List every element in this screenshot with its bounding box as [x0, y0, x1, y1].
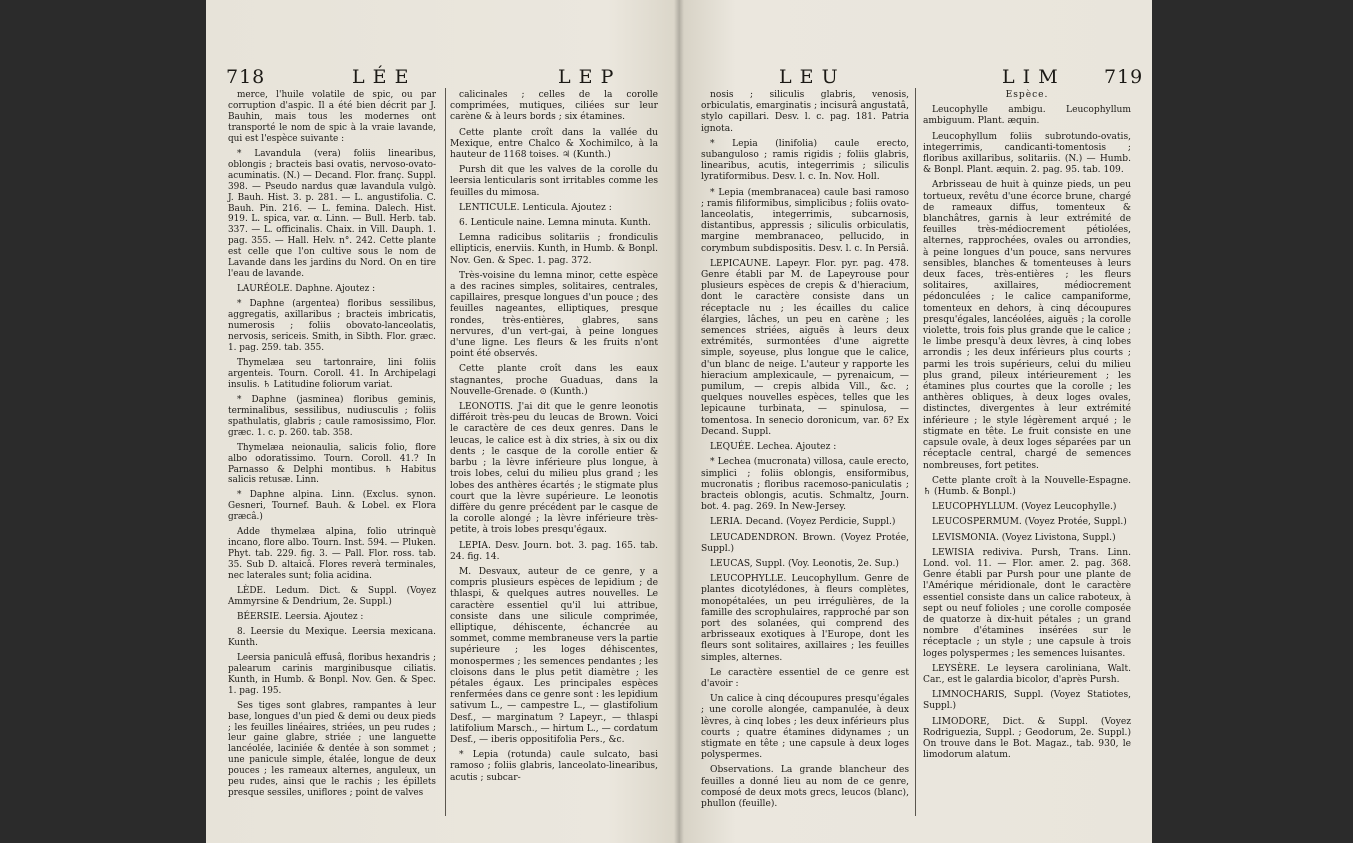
paragraph: LEUCAS, Suppl. (Voy. Leonotis, 2e. Sup.): [710, 558, 899, 569]
book-fold: [674, 0, 684, 843]
paragraph: * Lepia (rotunda) caule sulcato, basi ramoso ; foliis glabris, lanceolato-linearibus, acutis ; subcar-: [450, 750, 658, 783]
running-head-left-secondary: L E P: [558, 66, 615, 88]
paragraph: * Lepia (membranacea) caule basi ramoso ; ramis filiformibus, simplicibus ; foliis ovato-lanceolatis, integerrimis, subcarnosis, distantibus, appressis ; siliculis orbiculatis, margine membranaceo, pellucido, in corymbum subdispositis. Desv. l. c. In Persiâ.: [701, 187, 909, 254]
paragraph: * Daphne (jasminea) floribus geminis, terminalibus, sessilibus, nudiusculis ; foliis spathulatis, glabris ; caule ramosissimo, Flor. græc. 1. c. p. 260. tab. 358.: [228, 394, 436, 438]
paragraph: Leucophylle ambigu. Leucophyllum ambiguum. Plant. æquin.: [923, 105, 1131, 127]
paragraph: LEUCOPHYLLUM. (Voyez Leucophylle.): [932, 502, 1117, 513]
paragraph: * Daphne alpina. Linn. (Exclus. synon. Gesneri, Tournef. Bauh. & Lobel. ex Flora græcâ.): [228, 490, 436, 523]
paragraph: Espèce.: [1005, 90, 1049, 100]
paragraph: LEUCOSPERMUM. (Voyez Protée, Suppl.): [932, 517, 1127, 528]
paragraph: Cette plante croît dans les eaux stagnantes, proche Guaduas, dans la Nouvelle-Grenade. ⊙ (Kunth.): [450, 364, 658, 397]
paragraph: Observations. La grande blancheur des feuilles a donné lieu au nom de ce genre, composé de deux mots grecs, leucos (blanc), phullon (feuille).: [701, 765, 909, 809]
left-page: [206, 0, 679, 843]
book-spread: [206, 0, 1152, 843]
paragraph: 8. Leersie du Mexique. Leersia mexicana. Kunth.: [228, 626, 436, 648]
paragraph: Arbrisseau de huit à quinze pieds, un peu tortueux, revêtu d'une écorce brune, chargé de rameaux diffus, tomenteux & blanchâtres, garnis à leur extrémité de feuilles très-médiocrement pétiolées, alternes, rapprochées, ovales ou arrondies, à peine longues d'un pouce, sans nervures sensibles, blanches & tomenteuses à leurs deux faces, très-entières ; les fleurs solitaires, axillaires, médiocrement pédonculées ; le calice campaniforme, tomenteux en dehors, à cinq découpures presqu'égales, lancéolées, aiguës ; la corolle violette, trois fois plus grande que le calice ; le limbe presqu'à deux lèvres, à cinq lobes arrondis ; les deux inférieurs plus courts ; parmi les trois supérieurs, celui du milieu plus grand, pileux intérieurement ; les étamines plus courtes que la corolle ; les anthères obliques, à deux loges ovales, distinctes, divergentes à leur extrémité inférieure ; le style légèrement arqué ; le stigmate en tête. Le fruit consiste en une capsule ovale, à deux loges séparées par un réceptacle central, chargé de semences nombreuses, fort petites.: [923, 180, 1131, 471]
running-head-right-secondary: L E U: [779, 66, 839, 88]
paragraph: * Lechea (mucronata) villosa, caule erecto, simplici ; foliis oblongis, ensiformibus, mucronatis ; floribus racemoso-paniculatis ; bracteis oblongis, acutis. Schmaltz, Journ. bot. 4. pag. 269. In New-Jersey.: [701, 457, 909, 513]
paragraph: LEUCOPHYLLE. Leucophyllum. Genre de plantes dicotylédones, à fleurs complètes, monopétalées, un peu irrégulières, de la famille des scrophulaires, rapproché par son port des solanées, qui comprend des arbrisseaux exotiques à l'Europe, dont les fleurs sont solitaires, axillaires ; les feuilles simples, alternes.: [701, 574, 909, 663]
column-rule-left: [445, 88, 446, 816]
paragraph: BÉERSIE. Leersia. Ajoutez :: [237, 611, 364, 622]
paragraph: calicinales ; celles de la corolle comprimées, mutiques, ciliées sur leur carène & à leurs bords ; six étamines.: [450, 90, 658, 123]
paragraph: Thymelæa seu tartonraire, lini foliis argenteis. Tourn. Coroll. 41. In Archipelagi insulis. ♄ Latitudine foliorum variat.: [228, 357, 436, 390]
paragraph: LEWISIA rediviva. Pursh, Trans. Linn. Lond. vol. 11. — Flor. amer. 2. pag. 368. Genre établi par Pursh pour une plante de l'Amérique méridionale, dont le caractère essentiel consiste dans un calice raboteux, à sept ou neuf folioles ; une corolle composée de quatorze à dix-huit pétales ; un grand nombre d'étamines insérées sur le réceptacle ; un style ; une capsule à trois loges polyspermes ; les semences luisantes.: [923, 547, 1131, 659]
paragraph: 6. Lenticule naine. Lemna minuta. Kunth.: [459, 218, 651, 229]
column-rule-right: [915, 88, 916, 816]
paragraph: M. Desvaux, auteur de ce genre, y a compris plusieurs espèces de lepidium ; de thlaspi, & quelques autres nouvelles. Le caractère essentiel qu'il lui attribue, consiste dans une silicule comprimée, elliptique, déhiscente, échancrée au sommet, comme membraneuse vers la partie supérieure ; les loges déhiscentes, monospermes ; les semences pendantes ; les cloisons dans le plus petit diamètre ; les pétales égaux. Les principales espèces renfermées dans ce genre sont : les lepidium sativum L., — campestre L., — glastifolium Desf., — marginatum ? Lapeyr., — thlaspi latifolium Marsch., — hirtum L., — cordatum Desf., — iberis oppositifolia Pers., &c.: [450, 566, 658, 745]
paragraph: LIMODORE, Dict. & Suppl. (Voyez Rodriguezia, Suppl. ; Geodorum, 2e. Suppl.) On trouve dans le Bot. Magaz., tab. 930, le limodorum alatum.: [923, 716, 1131, 761]
left-column-2: [450, 90, 658, 788]
paragraph: LERIA. Decand. (Voyez Perdicie, Suppl.): [710, 517, 896, 528]
paragraph: Pursh dit que les valves de la corolle du leersia lenticularis sont irritables comme les feuilles du mimosa.: [450, 165, 658, 198]
paragraph: LEUCADENDRON. Brown. (Voyez Protée, Suppl.): [701, 532, 909, 554]
paragraph: Le caractère essentiel de ce genre est d'avoir :: [701, 667, 909, 689]
paragraph: Très-voisine du lemna minor, cette espèce a des racines simples, solitaires, centrales, capillaires, presque longues d'un pouce ; des feuilles nageantes, elliptiques, presque rondes, très-entières, glabres, sans nervures, d'un vert-gai, à peine longues d'une ligne. Les fleurs & les fruits n'ont point été observés.: [450, 270, 658, 360]
paragraph: Cette plante croît à la Nouvelle-Espagne. ♄ (Humb. & Bonpl.): [923, 475, 1131, 497]
right-page: [679, 0, 1152, 843]
left-column-1: [228, 90, 436, 803]
paragraph: * Daphne (argentea) floribus sessilibus, aggregatis, axillaribus ; bracteis imbricatis, numerosis ; foliis obovato-lanceolatis, nervosis, sericeis. Smith, in Sibth. Flor. græc. 1. pag. 259. tab. 355.: [228, 299, 436, 353]
paragraph: nosis ; siliculis glabris, venosis, orbiculatis, emarginatis ; incisurâ angustatâ, stylo capillari. Desv. l. c. pag. 181. Patria ignota.: [701, 90, 909, 134]
page-number-left: 718: [226, 66, 266, 88]
paragraph: LEYSÈRE. Le leysera caroliniana, Walt. Car., est le galardia bicolor, d'après Pursh.: [923, 663, 1131, 685]
running-head-right: L I M: [1002, 66, 1059, 88]
paragraph: Lemna radicibus solitariis ; frondiculis ellipticis, enerviis. Kunth, in Humb. & Bonpl. Nov. Gen. & Spec. 1. pag. 372.: [450, 233, 658, 266]
page-number-right: 719: [1104, 66, 1144, 88]
running-head-left: L É E: [352, 66, 410, 88]
paragraph: LEPICAUNE. Lapeyr. Flor. pyr. pag. 478. Genre établi par M. de Lapeyrouse pour plusieurs espèces de crepis & d'hieracium, dont le caractère consiste dans un réceptacle nu ; les écailles du calice élargies, lâches, un peu en carène ; les semences striées, aiguës à leurs deux extrémités, surmontées d'une aigrette simple, soyeuse, plus longue que le calice, d'un blanc de neige. L'auteur y rapporte les hieracium amplexicaule, — pyrenaicum, — pumilum, — crepis albida Vill., &c. ; quelques nouvelles espèces, telles que les lepicaune turbinata, — spinulosa, — tomentosa. In senecio doronicum, var. δ? Ex Decand. Suppl.: [701, 258, 909, 437]
paragraph: * Lepia (linifolia) caule erecto, subangulosо ; ramis rigidis ; foliis glabris, linearibus, acutis, integerrimis ; siliculis lyratiformibus. Desv. l. c. In. Nov. Holl.: [701, 138, 909, 183]
paragraph: LIMNOCHARIS, Suppl. (Voyez Statiotes, Suppl.): [923, 690, 1131, 712]
paragraph: LENTICULE. Lenticula. Ajoutez :: [459, 202, 612, 213]
paragraph: Un calice à cinq découpures presqu'égales ; une corolle alongée, campanulée, à deux lèvres, à cinq lobes ; les deux inférieurs plus courts ; quatre étamines didynames ; un stigmate en tête ; une capsule à deux loges polyspermes.: [701, 694, 909, 761]
right-column-1: [701, 90, 909, 814]
paragraph: LEONOTIS. J'ai dit que le genre leonotis différoit très-peu du leucas de Brown. Voici le caractère de ces deux genres. Dans le leucas, le calice est à dix stries, à six ou dix dents ; le casque de la corolle entier & barbu ; la lèvre inférieure plus longue, à trois lobes, celui du milieu plus grand ; les lobes des anthères écartés ; le stigmate plus court que la lèvre supérieure. Le leonotis diffère du genre précédent par le casque de la corolle alongé ; la lèvre inférieure très-petite, à trois lobes presqu'égaux.: [450, 402, 658, 536]
paragraph: Cette plante croît dans la vallée du Mexique, entre Chalco & Xochimilco, à la hauteur de 1168 toises. ♃ (Kunth.): [450, 127, 658, 161]
paragraph: Adde thymelæa alpina, folio utrinquè incano, flore albo. Tourn. Inst. 594. — Pluken. Phyt. tab. 229. fig. 3. — Pall. Flor. ross. tab. 35. Sub D. altaicâ. Flores reverà terminales, nec laterales sunt; folia acidina.: [228, 527, 436, 582]
paragraph: Ses tiges sont glabres, rampantes à leur base, longues d'un pied & demi ou deux pieds ; les feuilles linéaires, striées, un peu rudes ; leur gaine glabre, striée ; une languette lancéolée, laciniée & dentée à son sommet ; une panicule simple, étalée, longue de deux pouces ; les rameaux alternes, anguleux, un peu rudes, ainsi que le rachis ; les épillets presque sessiles, uniflores ; point de valves: [228, 700, 436, 799]
paragraph: LEQUÉE. Lechea. Ajoutez :: [710, 442, 837, 453]
right-column-2: [923, 90, 1131, 765]
paragraph: merce, l'huile volatile de spic, ou par corruption d'aspic. Il a été bien décrit par J. Bauhin, mais tous les modernes ont transporté le nom de spic à la vraie lavande, qui est l'espèce suivante :: [228, 90, 436, 144]
paragraph: Leersia paniculâ effusâ, floribus hexandris ; palearum carinis marginibusque ciliatis. Kunth, in Humb. & Bonpl. Nov. Gen. & Spec. 1. pag. 195.: [228, 652, 436, 696]
paragraph: LAURÉOLE. Daphne. Ajoutez :: [237, 284, 376, 295]
paragraph: LÈDE. Ledum. Dict. & Suppl. (Voyez Ammyrsine & Dendrium, 2e. Suppl.): [228, 586, 436, 607]
paragraph: LEVISMONIA. (Voyez Livistona, Suppl.): [932, 532, 1116, 543]
paragraph: Thymelæa neionaulia, salicis folio, flore albo odoratissimo. Tourn. Coroll. 41.? In Parnasso & Delphi montibus. ♄ Habitus salicis retusæ. Linn.: [228, 442, 436, 486]
paragraph: LEPIA. Desv. Journ. bot. 3. pag. 165. tab. 24. fig. 14.: [450, 540, 658, 562]
paragraph: * Lavandula (vera) foliis linearibus, oblongis ; bracteis basi ovatis, nervoso-ovato-acuminatis. (N.) — Decand. Flor. franç. Suppl. 398. — Pseudo nardus quæ lavandula vulgò. J. Bauh. Hist. 3. p. 281. — L. angustifolia. C. Bauh. Pin. 216. — L. femina. Dalech. Hist. 919. L. spica, var. α. Linn. — Bull. Herb. tab. 337. — L. officinalis. Chaix. in Vill. Dauph. 1. pag. 355. — Hall. Helv. n°. 242. Cette plante est celle que l'on cultive sous le nom de Lavande dans les jardins du Nord. On en tire l'eau de lavande.: [228, 148, 436, 280]
paragraph: Leucophyllum foliis subrotundo-ovatis, integerrimis, candicanti-tomentosis ; floribus axillaribus, solitariis. (N.) — Humb. & Bonpl. Plant. æquin. 2. pag. 95. tab. 109.: [923, 131, 1131, 176]
